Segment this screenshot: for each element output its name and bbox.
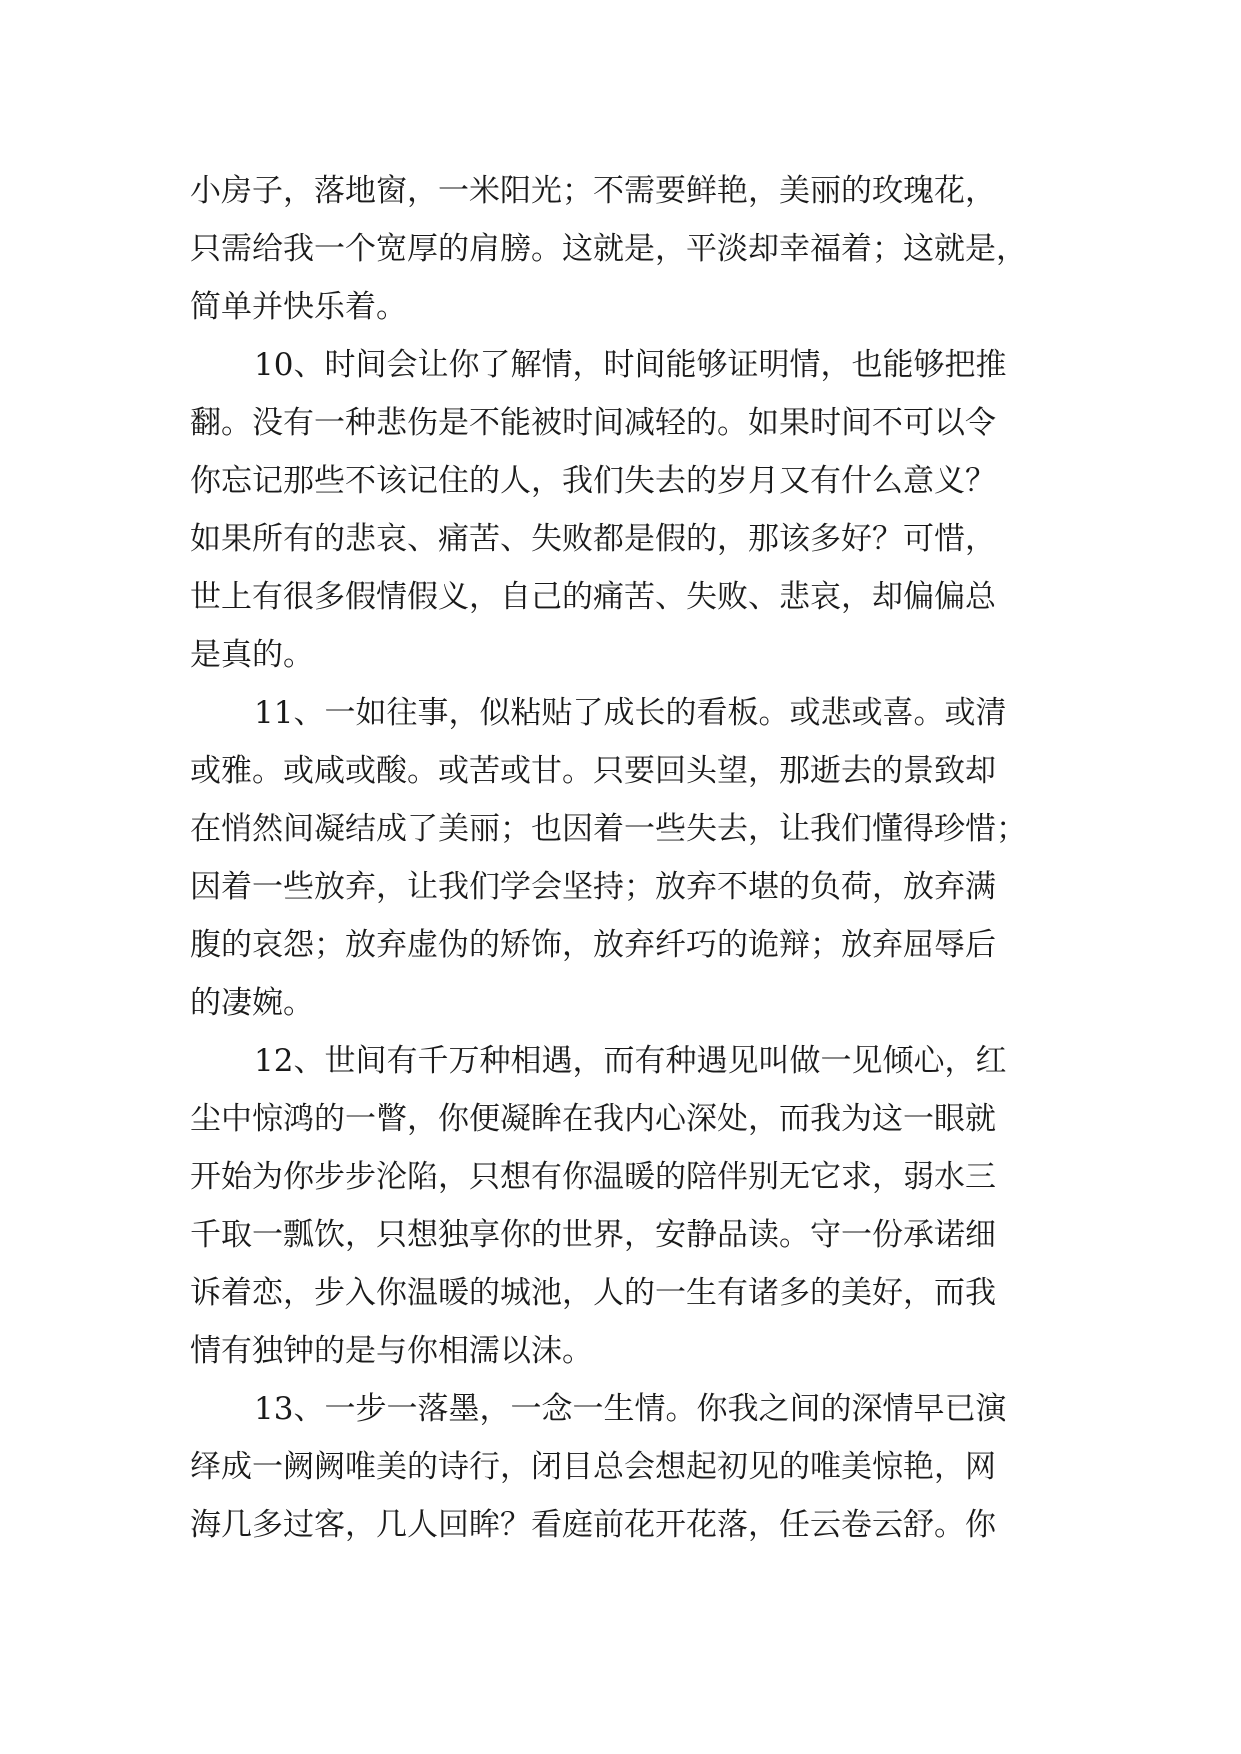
text-line: 千取一瓢饮，只想独享你的世界，安静品读。守一份承诺细: [190, 1217, 996, 1253]
text-line: 尘中惊鸿的一瞥，你便凝眸在我内心深处，而我为这一眼就: [190, 1101, 996, 1137]
text-line: 翻。没有一种悲伤是不能被时间减轻的。如果时间不可以令: [190, 405, 996, 441]
document-body: [190, 162, 1060, 1554]
text-line: 因着一些放弃，让我们学会坚持；放弃不堪的负荷，放弃满: [190, 869, 996, 905]
text-line: 情有独钟的是与你相濡以沫。: [190, 1333, 593, 1369]
text-line: 绎成一阙阙唯美的诗行，闭目总会想起初见的唯美惊艳，网: [190, 1449, 996, 1485]
text-line: 海几多过客，几人回眸？看庭前花开花落，任云卷云舒。你: [190, 1507, 996, 1543]
text-line: 的凄婉。: [190, 985, 314, 1021]
paragraph-start-13: 13、一步一落墨，一念一生情。你我之间的深情早已演: [254, 1391, 1007, 1427]
paragraph-start-11: 11、一如往事，似粘贴了成长的看板。或悲或喜。或清: [254, 695, 1007, 731]
text-line: 如果所有的悲哀、痛苦、失败都是假的，那该多好？可惜，: [190, 521, 996, 557]
paragraph-start-10: 10、时间会让你了解情，时间能够证明情，也能够把推: [254, 347, 1007, 383]
text-line: 简单并快乐着。: [190, 289, 407, 325]
text-line: 小房子，落地窗，一米阳光；不需要鲜艳，美丽的玫瑰花，: [190, 173, 996, 209]
paragraph-start-12: 12、世间有千万种相遇，而有种遇见叫做一见倾心，红: [254, 1043, 1007, 1079]
text-line: 腹的哀怨；放弃虚伪的矫饰，放弃纤巧的诡辩；放弃屈辱后: [190, 927, 996, 963]
text-line: 只需给我一个宽厚的肩膀。这就是，平淡却幸福着；这就是，: [190, 231, 1027, 267]
text-line: 你忘记那些不该记住的人，我们失去的岁月又有什么意义？: [190, 463, 996, 499]
text-line: 诉着恋，步入你温暖的城池，人的一生有诸多的美好，而我: [190, 1275, 996, 1311]
text-line: 在悄然间凝结成了美丽；也因着一些失去，让我们懂得珍惜；: [190, 811, 1027, 847]
text-line: 或雅。或咸或酸。或苦或甘。只要回头望，那逝去的景致却: [190, 753, 996, 789]
text-line: 开始为你步步沦陷，只想有你温暖的陪伴别无它求，弱水三: [190, 1159, 996, 1195]
text-line: 是真的。: [190, 637, 314, 673]
text-line: 世上有很多假情假义，自己的痛苦、失败、悲哀，却偏偏总: [190, 579, 996, 615]
